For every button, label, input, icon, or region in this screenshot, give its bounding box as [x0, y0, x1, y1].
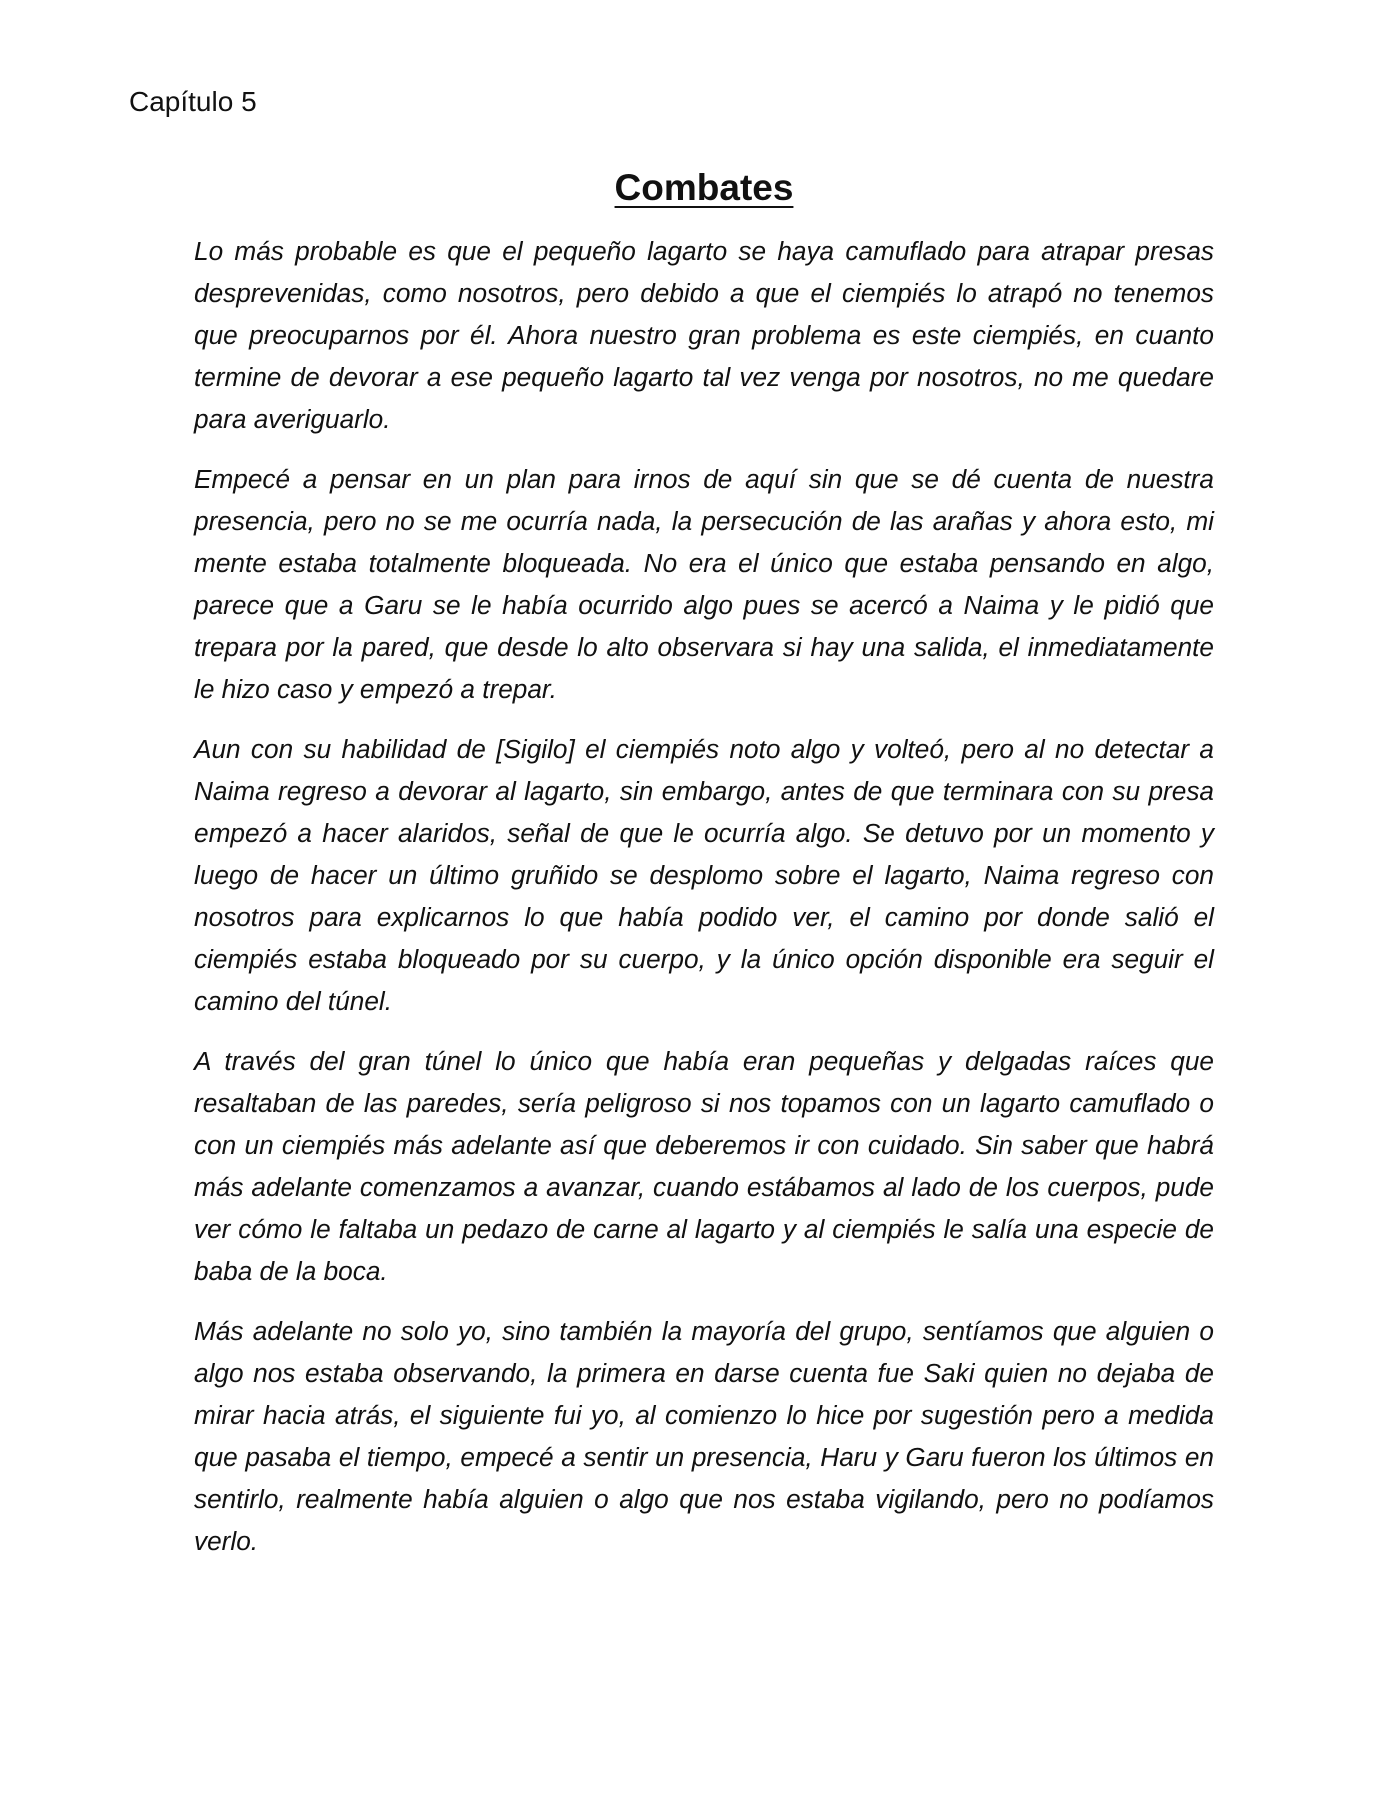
chapter-body: [194, 230, 1214, 1580]
paragraph-1: Lo más probable es que el pequeño lagarto se haya camuflado para atrapar presas desprevenidas, como nosotros, pero debido a que el ciempiés lo atrapó no tenemos que preocuparnos por él. Ahora nuestro gran problema es este ciempiés, en cuanto termine de devorar a ese pequeño lagarto tal vez venga por nosotros, no me quedare para averiguarlo.: [194, 236, 1214, 434]
chapter-title: Combates: [614, 167, 794, 208]
paragraph-2: Empecé a pensar en un plan para irnos de aquí sin que se dé cuenta de nuestra presencia, pero no se me ocurría nada, la persecución de las arañas y ahora esto, mi mente estaba totalmente bloqueada. No era el único que estaba pensando en algo, parece que a Garu se le había ocurrido algo pues se acercó a Naima y le pidió que trepara por la pared, que desde lo alto observara si hay una salida, el inmediatamente le hizo caso y empezó a trepar.: [194, 464, 1214, 704]
paragraph-5: Más adelante no solo yo, sino también la mayoría del grupo, sentíamos que alguien o algo nos estaba observando, la primera en darse cuenta fue Saki quien no dejaba de mirar hacia atrás, el siguiente fui yo, al comienzo lo hice por sugestión pero a medida que pasaba el tiempo, empecé a sentir un presencia, Haru y Garu fueron los últimos en sentirlo, realmente había alguien o algo que nos estaba vigilando, pero no podíamos verlo.: [194, 1316, 1214, 1556]
paragraph-4: A través del gran túnel lo único que había eran pequeñas y delgadas raíces que resaltaban de las paredes, sería peligroso si nos topamos con un lagarto camuflado o con un ciempiés más adelante así que deberemos ir con cuidado. Sin saber que habrá más adelante comenzamos a avanzar, cuando estábamos al lado de los cuerpos, pude ver cómo le faltaba un pedazo de carne al lagarto y al ciempiés le salía una especie de baba de la boca.: [194, 1046, 1214, 1286]
chapter-label: Capítulo 5: [129, 86, 257, 117]
paragraph-3: Aun con su habilidad de [Sigilo] el ciempiés noto algo y volteó, pero al no detectar a Naima regreso a devorar al lagarto, sin embargo, antes de que terminara con su presa empezó a hacer alaridos, señal de que le ocurría algo. Se detuvo por un momento y luego de hacer un último gruñido se desplomo sobre el lagarto, Naima regreso con nosotros para explicarnos lo que había podido ver, el camino por donde salió el ciempiés estaba bloqueado por su cuerpo, y la único opción disponible era seguir el camino del túnel.: [194, 734, 1214, 1016]
